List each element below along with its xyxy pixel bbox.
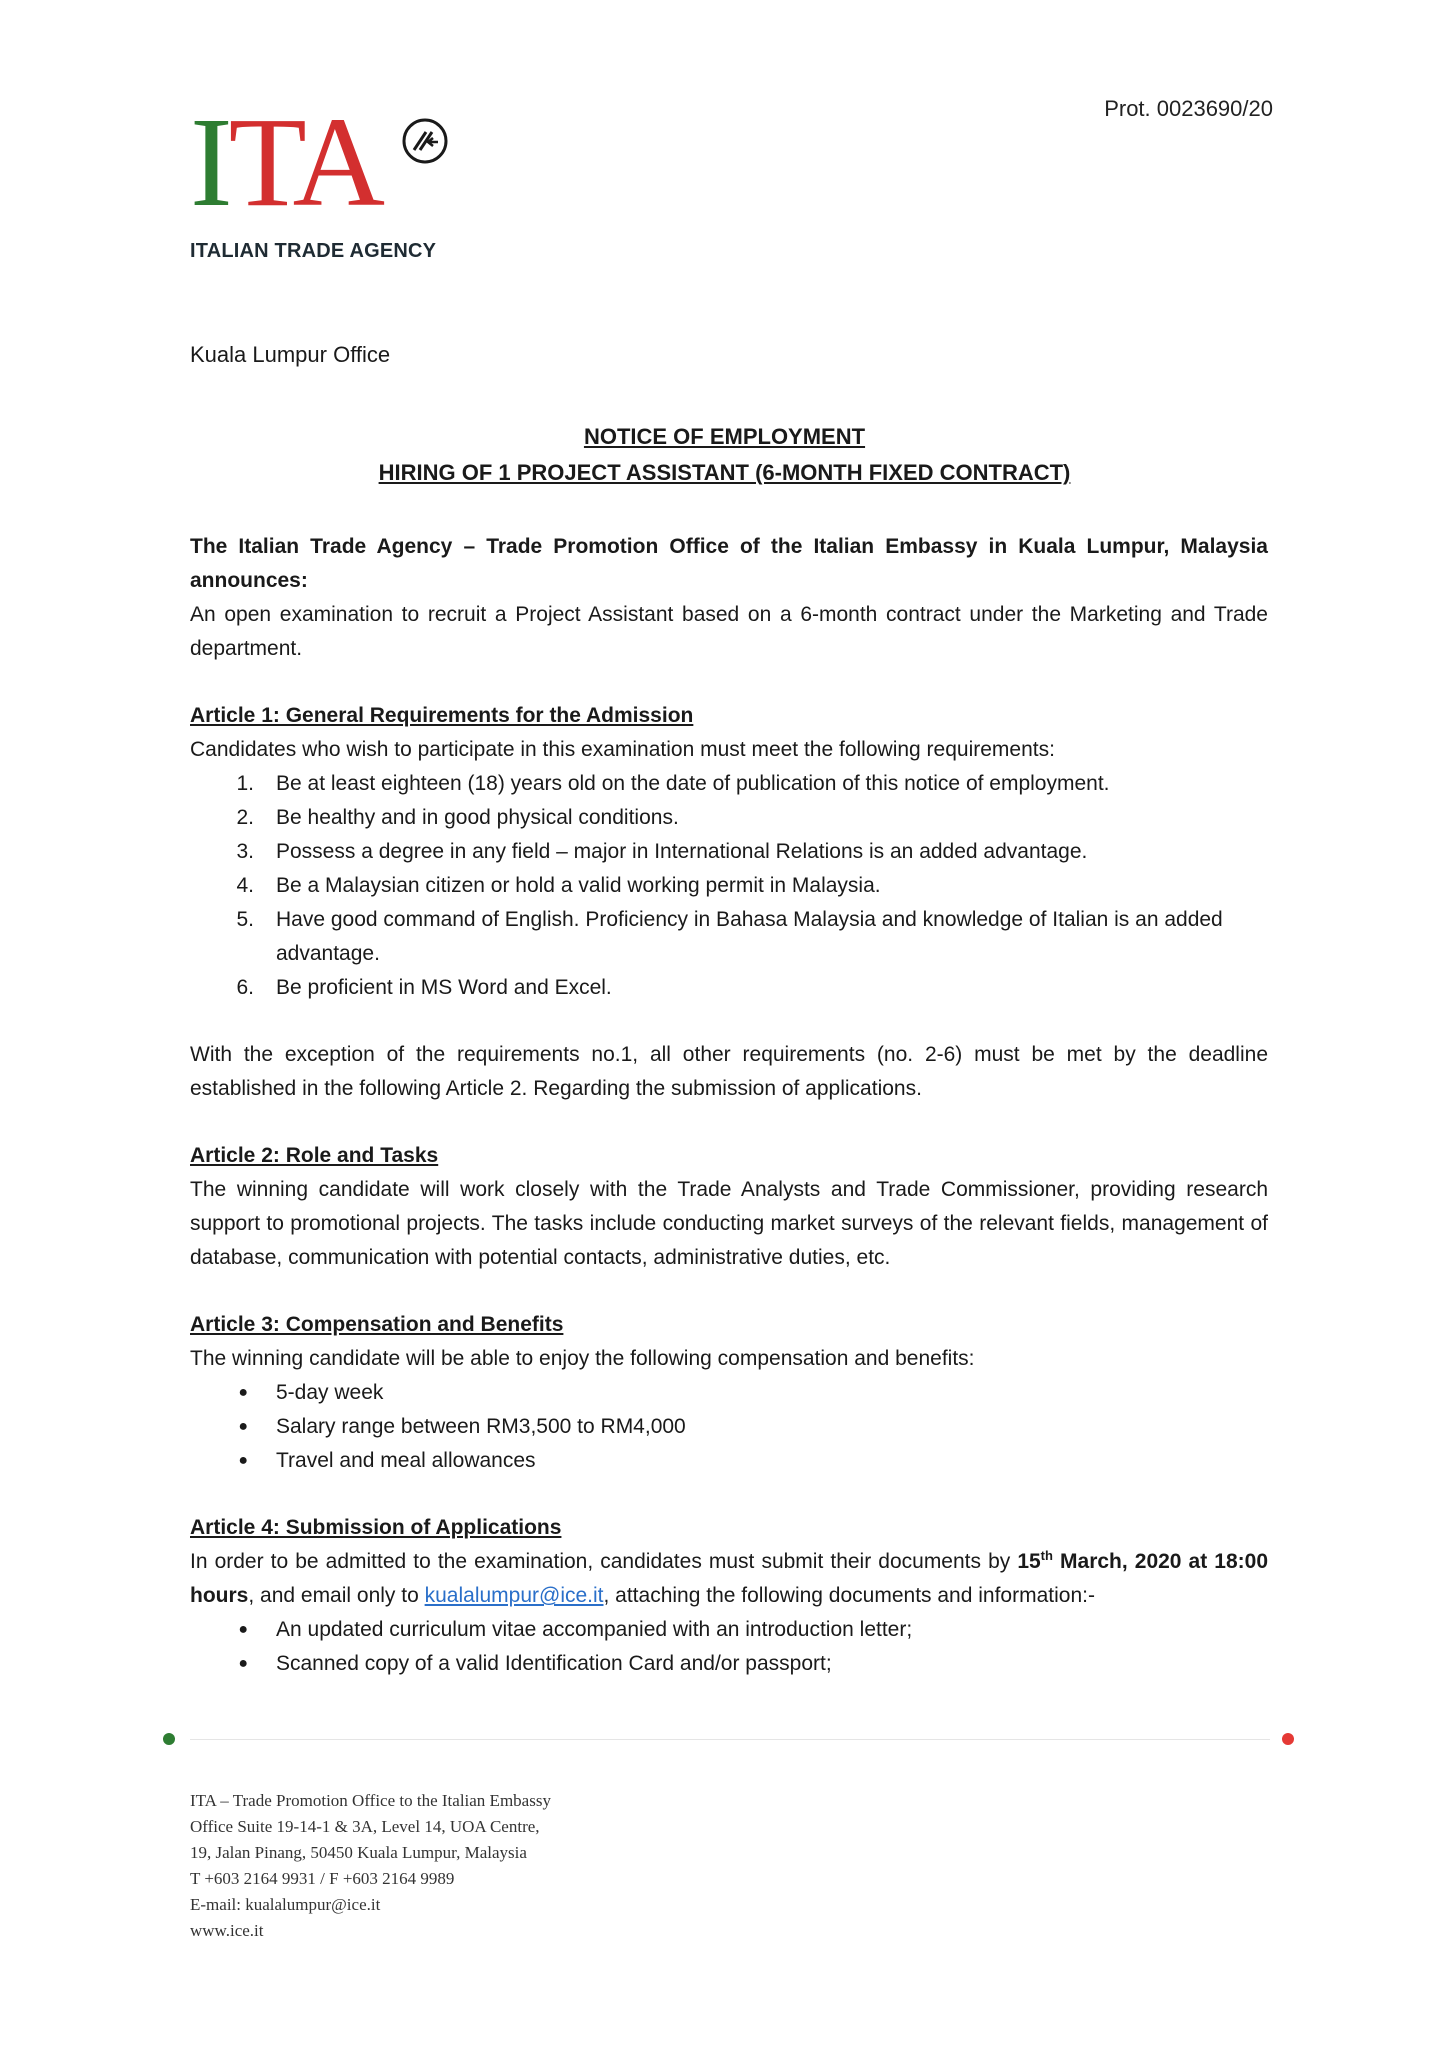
requirements-list bbox=[190, 767, 1268, 1005]
list-item: 1. Be at least eighteen (18) years old on the date of publication of this notice of employment. bbox=[236, 772, 1110, 795]
protocol-number: Prot. 0023690/20 bbox=[1104, 96, 1273, 121]
ita-seal-icon bbox=[400, 116, 450, 166]
bullet-icon: ● bbox=[238, 1384, 248, 1401]
footer-dot-green bbox=[163, 1733, 175, 1745]
article-1-lead: Candidates who wish to participate in this examination must meet the following requirements: bbox=[190, 738, 1055, 761]
footer-line: 19, Jalan Pinang, 50450 Kuala Lumpur, Malaysia bbox=[190, 1843, 527, 1862]
list-item: 2. Be healthy and in good physical conditions. bbox=[236, 806, 679, 829]
article-4-heading: Article 4: Submission of Applications bbox=[190, 1516, 562, 1539]
email-link[interactable]: kualalumpur@ice.it bbox=[424, 1584, 604, 1607]
bullet-icon: ● bbox=[238, 1621, 248, 1638]
list-item: ● Salary range between RM3,500 to RM4,000 bbox=[190, 1410, 1268, 1444]
list-item: 4. Be a Malaysian citizen or hold a valid working permit in Malaysia. bbox=[236, 874, 881, 897]
list-item: ● Scanned copy of a valid Identification Card and/or passport; bbox=[190, 1647, 1268, 1681]
intro-text: An open examination to recruit a Project Assistant based on a 6-month contract under the Marketing and Trade department. bbox=[190, 603, 1268, 660]
agency-name: ITALIAN TRADE AGENCY bbox=[190, 240, 437, 262]
footer-dot-red bbox=[1282, 1733, 1294, 1745]
office-location: Kuala Lumpur Office bbox=[190, 342, 391, 367]
bullet-icon: ● bbox=[238, 1452, 248, 1469]
notice-title: NOTICE OF EMPLOYMENT bbox=[583, 424, 866, 449]
footer-line: ITA – Trade Promotion Office to the Italian Embassy bbox=[190, 1791, 551, 1810]
list-item: 6. Be proficient in MS Word and Excel. bbox=[236, 976, 612, 999]
article-2-text: The winning candidate will work closely with the Trade Analysts and Trade Commissioner, providing research support to promotional projects. The tasks include conducting market surveys of the relevant fields, management of database, communication with potential contacts, administrative duties, etc. bbox=[190, 1178, 1268, 1269]
article-2-heading: Article 2: Role and Tasks bbox=[190, 1144, 439, 1167]
article-1-note: With the exception of the requirements no.1, all other requirements (no. 2-6) must be met by the deadline established in the following Article 2. Regarding the submission of applications. bbox=[190, 1043, 1268, 1100]
benefits-list bbox=[190, 1376, 1268, 1478]
article-3-heading: Article 3: Compensation and Benefits bbox=[190, 1313, 564, 1336]
list-item: ● Travel and meal allowances bbox=[190, 1444, 1268, 1478]
footer-line: E-mail: kualalumpur@ice.it bbox=[190, 1895, 381, 1914]
bullet-icon: ● bbox=[238, 1655, 248, 1672]
footer-line: T +603 2164 9931 / F +603 2164 9989 bbox=[190, 1869, 455, 1888]
list-item: 5. Have good command of English. Proficiency in Bahasa Malaysia and knowledge of Italian is an added advantage. bbox=[236, 908, 1223, 965]
list-item: ● 5-day week bbox=[190, 1376, 1268, 1410]
notice-body bbox=[190, 530, 1268, 1681]
bullet-icon: ● bbox=[238, 1418, 248, 1435]
logo-wordmark: ITA bbox=[190, 91, 381, 233]
intro-announcement: The Italian Trade Agency – Trade Promotion Office of the Italian Embassy in Kuala Lumpur, Malaysia announces: bbox=[190, 535, 1268, 592]
list-item: 3. Possess a degree in any field – major in International Relations is an added advantage. bbox=[236, 840, 1088, 863]
article-4-text: In order to be admitted to the examination, candidates must submit their documents by 15th March, 2020 at 18:00 hours, and email only to kualalumpur@ice.it, attaching the following documents and information:- bbox=[190, 1548, 1268, 1607]
footer-divider bbox=[190, 1739, 1270, 1740]
footer-line: Office Suite 19-14-1 & 3A, Level 14, UOA Centre, bbox=[190, 1817, 540, 1836]
footer-address bbox=[190, 1788, 551, 1944]
footer-line: www.ice.it bbox=[190, 1921, 264, 1940]
documents-list bbox=[190, 1613, 1268, 1681]
article-3-lead: The winning candidate will be able to enjoy the following compensation and benefits: bbox=[190, 1347, 975, 1370]
ita-logo bbox=[190, 91, 470, 233]
article-1-heading: Article 1: General Requirements for the Admission bbox=[190, 704, 694, 727]
notice-subtitle: HIRING OF 1 PROJECT ASSISTANT (6-MONTH FIXED CONTRACT) bbox=[378, 460, 1071, 485]
list-item: ● An updated curriculum vitae accompanied with an introduction letter; bbox=[190, 1613, 1268, 1647]
